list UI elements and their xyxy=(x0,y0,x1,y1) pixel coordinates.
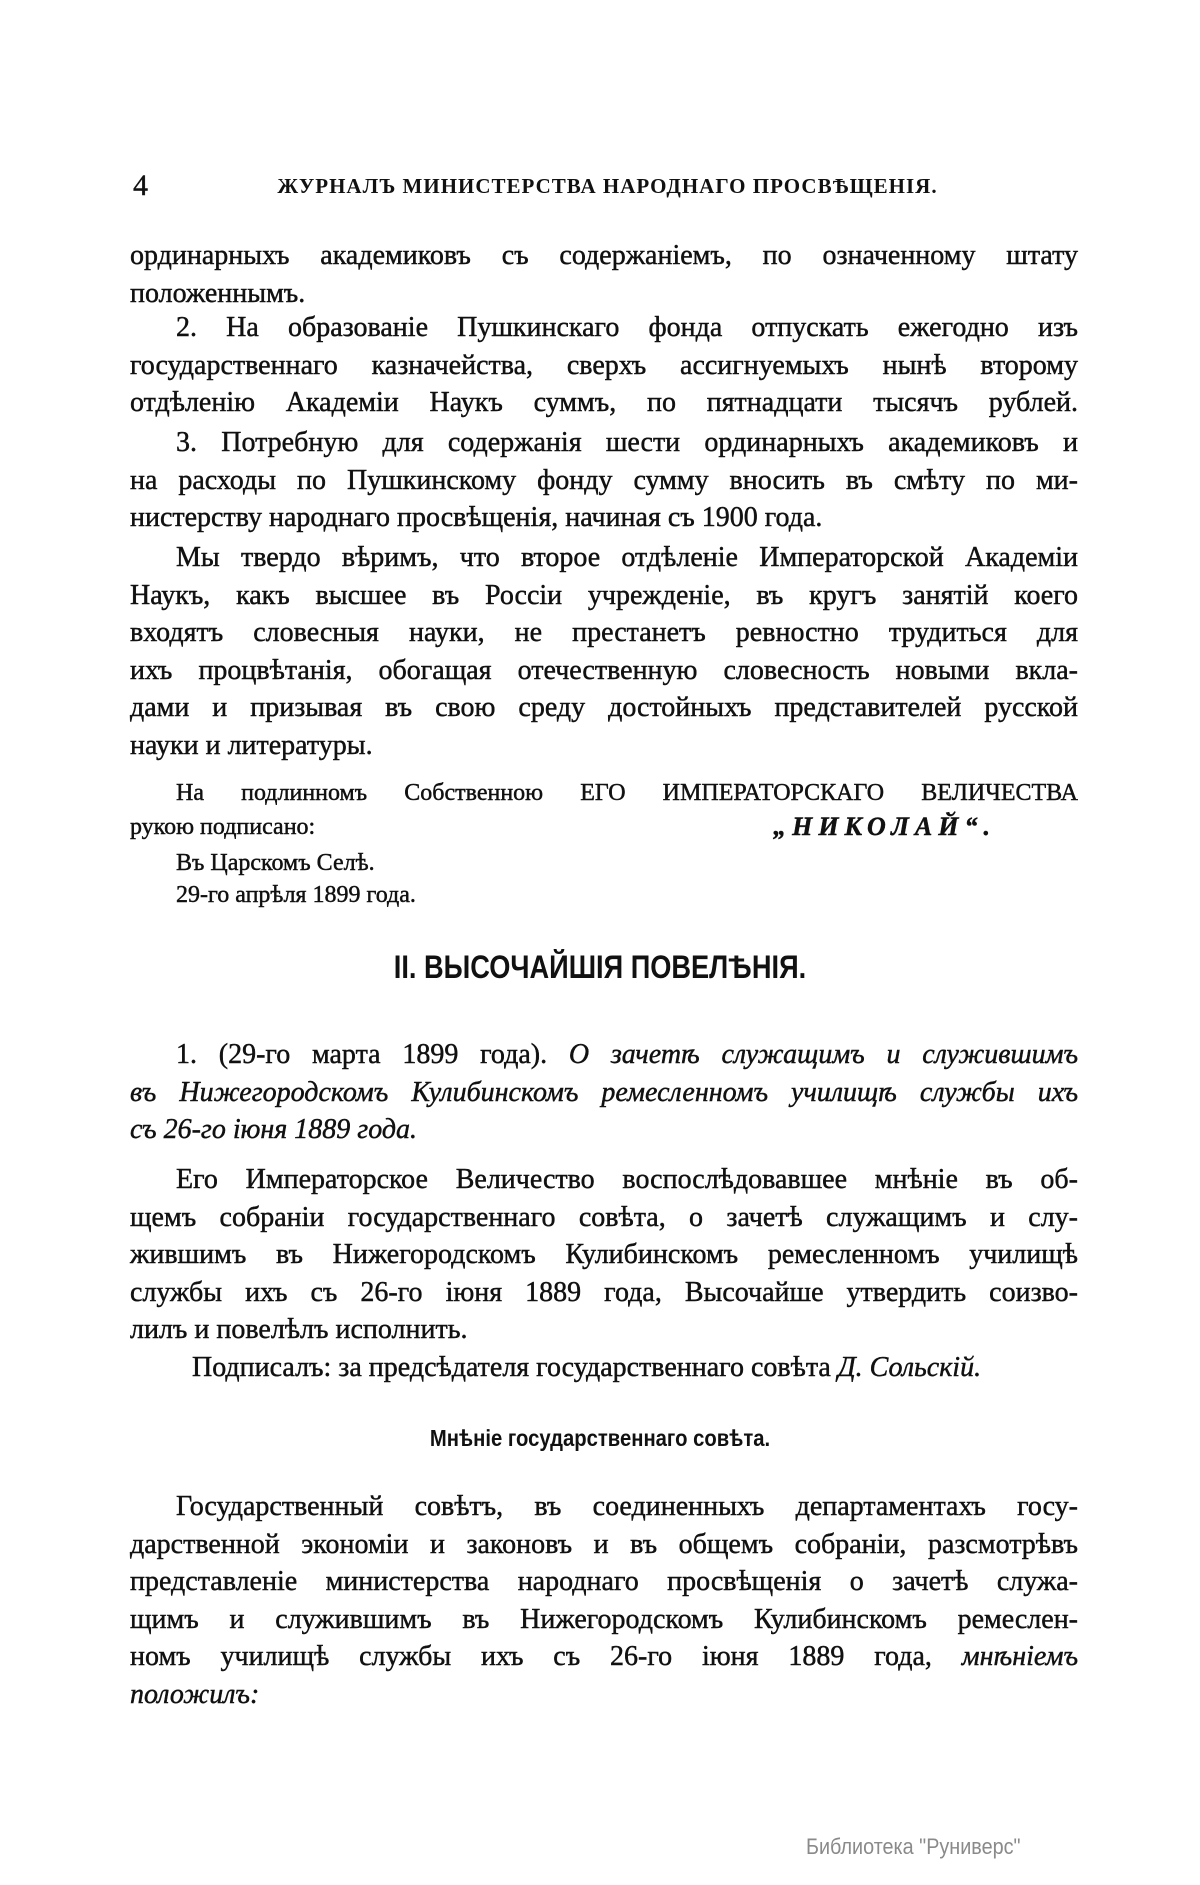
text-segment: номъ училищѣ службы ихъ съ 26-го іюня 1889 года, xyxy=(130,1641,932,1672)
text-line xyxy=(130,1349,1078,1387)
date-line: 29-го апрѣля 1899 года. xyxy=(176,882,416,908)
text-line: государственнаго казначейства, сверхъ ассигнуемыхъ нынѣ второму xyxy=(130,349,1078,381)
text-line: 3. Потребную для содержанія шести ординарныхъ академиковъ и xyxy=(176,427,1078,458)
text-line: щемъ собраніи государственнаго совѣта, о зачетѣ служащимъ и слу- xyxy=(130,1201,1078,1233)
signed-by-hand-label: рукою подписано: xyxy=(130,814,316,840)
signed-line xyxy=(130,1349,1078,1387)
text-line: дарственной экономіи и законовъ и въ общемъ собраніи, разсмотрѣвъ xyxy=(130,1528,1078,1560)
text-line: ординарныхъ академиковъ съ содержаніемъ, по означенному штату xyxy=(130,240,1078,271)
place-line: Въ Царскомъ Селѣ. xyxy=(176,850,375,876)
signer-name: Д. Сольскій. xyxy=(837,1352,982,1383)
signature-line-2 xyxy=(130,810,1078,844)
text-line: входятъ словесныя науки, не престанетъ ревностно трудиться для xyxy=(130,617,1078,648)
signature-line: На подлинномъ Собственною ЕГО ИМПЕРАТОРСКАГО ВЕЛИЧЕСТВА xyxy=(176,780,1078,806)
text-line: представленіе министерства народнаго просвѣщенія о зачетѣ служа- xyxy=(130,1566,1078,1597)
text-line: отдѣленію Академіи Наукъ суммъ, по пятнадцати тысячъ рублей. xyxy=(130,387,1078,418)
paragraph-6 xyxy=(130,1488,1078,1713)
text-line xyxy=(130,1036,1078,1074)
text-line: науки и литературы. xyxy=(130,729,373,761)
paragraph-2 xyxy=(130,309,1078,422)
item-1 xyxy=(130,1036,1078,1149)
italic-word: мнѣніемъ xyxy=(961,1641,1079,1672)
text-line: жившимъ въ Нижегородскомъ Кулибинскомъ ремесленномъ училищѣ xyxy=(130,1239,1078,1270)
library-watermark: Библиотека "Руниверс" xyxy=(806,1834,1021,1859)
text-line: съ 26-го іюня 1889 года. xyxy=(130,1114,417,1145)
text-line: на расходы по Пушкинскому фонду сумму вносить въ смѣту по ми- xyxy=(130,464,1078,496)
section-heading: II. ВЫСОЧАЙШІЯ ПОВЕЛѢНІЯ. xyxy=(393,949,807,985)
text-line: Наукъ, какъ высшее въ Россіи учрежденіе, въ кругъ занятій коего xyxy=(130,579,1078,611)
text-line: въ Нижегородскомъ Кулибинскомъ ремесленномъ училищѣ службы ихъ xyxy=(130,1076,1078,1108)
text-line: положилъ: xyxy=(130,1678,260,1710)
running-title: ЖУРНАЛЪ МИНИСТЕРСТВА НАРОДНАГО ПРОСВѢЩЕНІЯ. xyxy=(277,174,938,198)
paragraph-5 xyxy=(130,1161,1078,1349)
paragraph-3 xyxy=(130,424,1078,537)
running-header xyxy=(133,168,1078,204)
text-line: Государственный совѣтъ, въ соединенныхъ департаментахъ госу- xyxy=(176,1491,1078,1522)
text-line: 2. На образованіе Пушкинскаго фонда отпускать ежегодно изъ xyxy=(176,312,1078,343)
text-line: ихъ процвѣтанія, обогащая отечественную словесность новыми вкла- xyxy=(130,654,1078,686)
text-line: дами и призывая въ свою среду достойныхъ представителей русской xyxy=(130,692,1078,723)
text-line xyxy=(130,1638,1078,1676)
paragraph-4 xyxy=(130,539,1078,764)
text-line: щимъ и служившимъ въ Нижегородскомъ Кулибинскомъ ремеслен- xyxy=(130,1603,1078,1635)
signature-block xyxy=(130,776,1078,844)
paragraph-1 xyxy=(130,237,1078,312)
page-number: 4 xyxy=(133,169,148,202)
item-date: 1. (29-го марта 1899 года). xyxy=(176,1039,548,1070)
text-line: Его Императорское Величество воспослѣдовавшее мнѣніе въ об- xyxy=(176,1164,1078,1195)
signed-label: Подписалъ: за предсѣдателя государственнаго совѣта xyxy=(192,1352,831,1383)
text-line: положеннымъ. xyxy=(130,277,306,309)
text-line: нистерству народнаго просвѣщенія, начиная съ 1900 года. xyxy=(130,502,823,533)
subheading: Мнѣніе государственнаго совѣта. xyxy=(429,1425,771,1451)
text-line: Мы твердо вѣримъ, что второе отдѣленіе Императорской Академіи xyxy=(176,542,1078,573)
place-date xyxy=(176,847,876,911)
item-title: О зачетѣ служащимъ и служившимъ xyxy=(568,1039,1078,1070)
signature-name: „НИКОЛАЙ“. xyxy=(773,812,996,841)
text-line: лилъ и повелѣлъ исполнить. xyxy=(130,1314,468,1345)
text-line: службы ихъ съ 26-го іюня 1889 года, Высочайше утвердить соизво- xyxy=(130,1276,1078,1308)
